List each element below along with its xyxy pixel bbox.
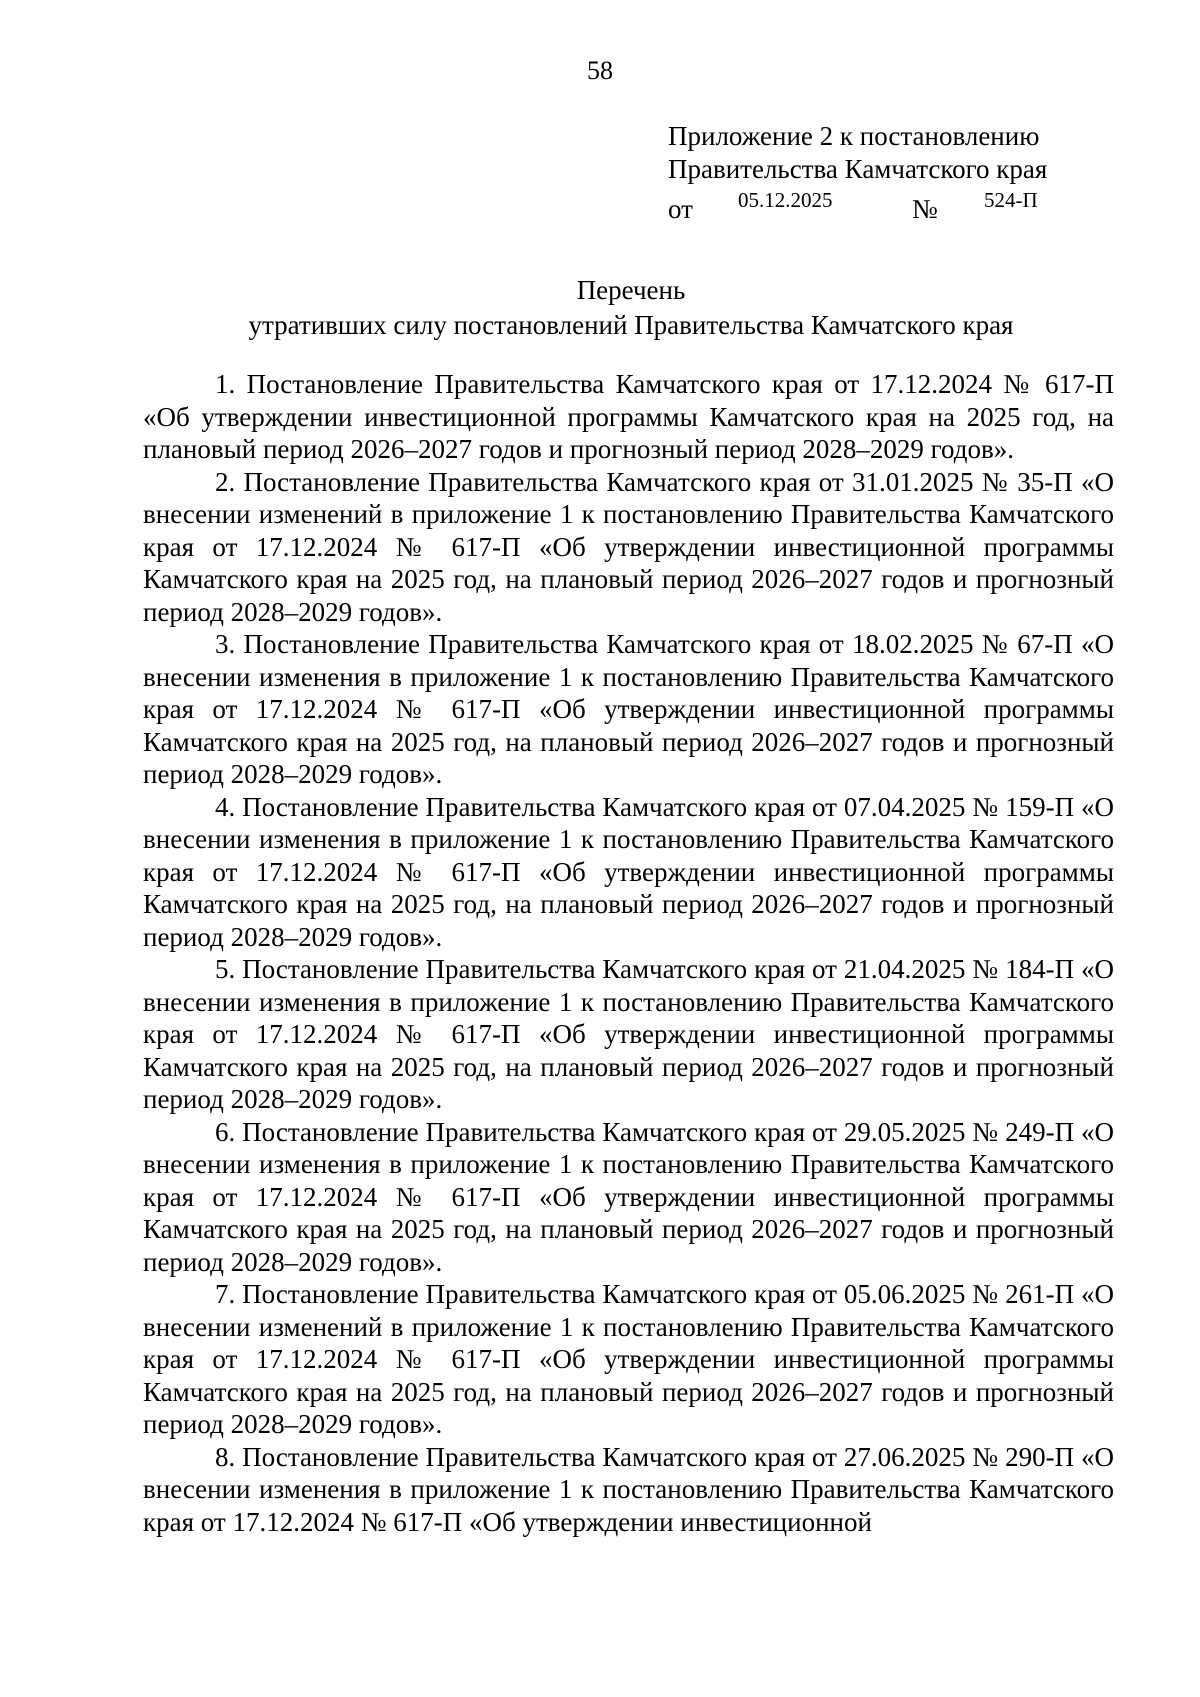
list-item: 5. Постановление Правительства Камчатского края от 21.04.2025 № 184-П «О внесении изменения в приложение 1 к постановлению Правительства Камчатского края от 17.12.2024 № 617-П «Об утверждении инвестиционной программы Камчатского края на 2025 год, на плановый период 2026–2027 годов и прогнозный период 2028–2029 годов». bbox=[143, 954, 1114, 1114]
list-item: 2. Постановление Правительства Камчатского края от 31.01.2025 № 35-П «О внесении изменений в приложение 1 к постановлению Правительства Камчатского края от 17.12.2024 № 617-П «Об утверждении инвестиционной программы Камчатского края на 2025 год, на плановый период 2026–2027 годов и прогнозный период 2028–2029 годов». bbox=[143, 466, 1114, 627]
appendix-date-number bbox=[668, 186, 1188, 226]
repealed-decrees-list bbox=[143, 368, 1114, 1538]
list-item: 8. Постановление Правительства Камчатского края от 27.06.2025 № 290-П «О внесении изменения в приложение 1 к постановлению Правительства Камчатского края от 17.12.2024 № 617-П «Об утверждении инвестиционной bbox=[143, 1441, 1114, 1537]
list-item: 3. Постановление Правительства Камчатского края от 18.02.2025 № 67-П «О внесении изменения в приложение 1 к постановлению Правительства Камчатского края от 17.12.2024 № 617-П «Об утверждении инвестиционной программы Камчатского края на 2025 год, на плановый период 2026–2027 годов и прогнозный период 2028–2029 годов». bbox=[143, 629, 1114, 789]
appendix-header bbox=[668, 120, 1188, 226]
list-item: 7. Постановление Правительства Камчатского края от 05.06.2025 № 261-П «О внесении изменений в приложение 1 к постановлению Правительства Камчатского края от 17.12.2024 № 617-П «Об утверждении инвестиционной программы Камчатского края на 2025 год, на плановый период 2026–2027 годов и прогнозный период 2028–2029 годов». bbox=[143, 1279, 1114, 1439]
document-title bbox=[0, 273, 1200, 343]
page-number: 58 bbox=[587, 56, 613, 85]
list-item: 6. Постановление Правительства Камчатского края от 29.05.2025 № 249-П «О внесении изменения в приложение 1 к постановлению Правительства Камчатского края от 17.12.2024 № 617-П «Об утверждении инвестиционной программы Камчатского края на 2025 год, на плановый период 2026–2027 годов и прогнозный период 2028–2029 годов». bbox=[143, 1116, 1114, 1277]
appendix-line-1: Приложение 2 к постановлению bbox=[668, 121, 1040, 151]
list-item: 1. Постановление Правительства Камчатского края от 17.12.2024 № 617-П «Об утверждении инвестиционной программы Камчатского края на 2025 год, на плановый период 2026–2027 годов и прогнозный период 2028–2029 годов». bbox=[143, 369, 1114, 464]
from-label: от bbox=[668, 194, 693, 224]
title-line-1: Перечень bbox=[576, 275, 686, 305]
decree-date: 05.12.2025 bbox=[738, 188, 833, 212]
list-item: 4. Постановление Правительства Камчатского края от 07.04.2025 № 159-П «О внесении изменения в приложение 1 к постановлению Правительства Камчатского края от 17.12.2024 № 617-П «Об утверждении инвестиционной программы Камчатского края на 2025 год, на плановый период 2026–2027 годов и прогнозный период 2028–2029 годов». bbox=[143, 791, 1114, 952]
appendix-line-2: Правительства Камчатского края bbox=[668, 154, 1048, 184]
title-line-2: утративших силу постановлений Правительства Камчатского края bbox=[248, 310, 1014, 340]
number-sign: № bbox=[912, 194, 938, 224]
decree-number: 524-П bbox=[984, 188, 1038, 212]
